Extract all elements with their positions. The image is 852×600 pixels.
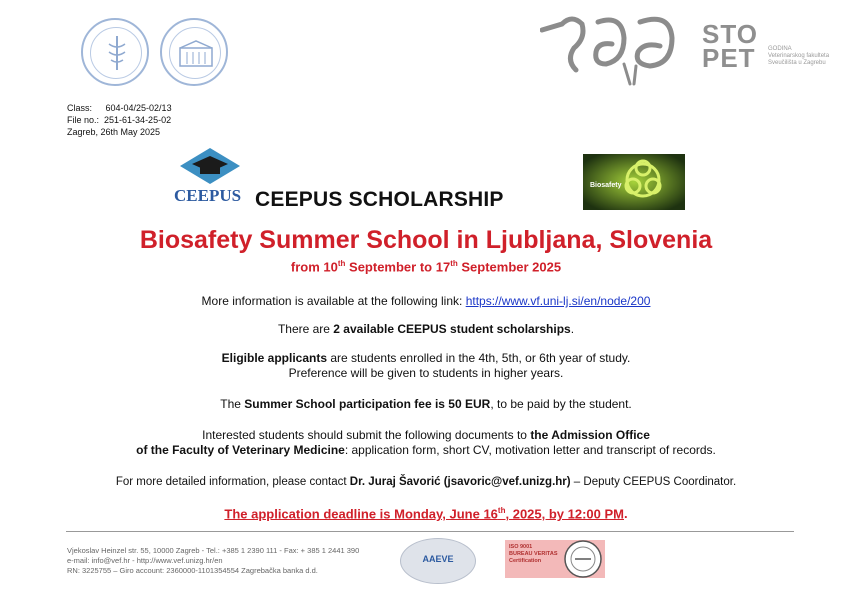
- certification-seal-icon: [563, 536, 603, 582]
- centenary-stork-logo: [540, 8, 690, 88]
- sto-pet-subtitle: GODINA Veterinarskog fakulteta Sveučilišta u Zagrebu: [768, 46, 830, 66]
- footer-contact: [67, 546, 359, 576]
- footer-email-web: e-mail: info@vef.hr - http://www.vef.unizg.hr/en: [67, 556, 223, 565]
- submission-paragraph: Interested students should submit the following documents to the Admission Office of the Faculty of Veterinary Medicine: application form, short CV, motivation letter and transcript of records.: [136, 428, 716, 457]
- sto-pet-line-1: STO: [702, 19, 758, 49]
- scholarships-paragraph: There are 2 available CEEPUS student scholarships.: [277, 322, 575, 336]
- fee-paragraph: The Summer School participation fee is 50 EUR, to be paid by the student.: [220, 397, 632, 411]
- graduation-cap-icon: [178, 146, 242, 186]
- event-dates: from 10th September to 17th September 2025: [290, 259, 562, 275]
- scholarship-heading: CEEPUS SCHOLARSHIP: [255, 188, 504, 211]
- university-seal-logo: [160, 18, 228, 86]
- class-value: 604-04/25-02/13: [105, 103, 172, 113]
- ceepus-wordmark: CEEPUS: [174, 186, 242, 205]
- aaeve-wordmark: AAEVE: [422, 554, 454, 564]
- info-paragraph: More information is available at the following link: https://www.vf.uni-lj.si/en/node/200: [201, 294, 651, 308]
- footer-account: RN: 3225755 – Giro account: 2360000-1101354554 Zagrebačka banka d.d.: [67, 566, 318, 575]
- footer-address: Vjekoslav Heinzel str. 55, 10000 Zagreb - Tel.: +385 1 2390 111 - Fax: + 385 1 2441 390: [67, 546, 360, 555]
- university-building-icon: [178, 40, 214, 68]
- ceepus-logo: [172, 146, 248, 208]
- bureau-veritas-badge: ISO 9001 BUREAU VERITAS Certification: [505, 540, 605, 578]
- aaeve-logo: [400, 538, 476, 584]
- class-label: Class:: [67, 103, 93, 113]
- file-value: 251-61-34-25-02: [104, 115, 172, 125]
- file-label: File no.:: [67, 115, 100, 125]
- biosafety-thumbnail: [583, 154, 685, 210]
- faculty-seal-logo: [81, 18, 149, 86]
- deadline-notice: The application deadline is Monday, June 16th, 2025, by 12:00 PM.: [224, 506, 628, 522]
- main-title: Biosafety Summer School in Ljubljana, Slovenia: [139, 226, 713, 254]
- place-date: Zagreb, 26th May 2025: [67, 127, 161, 137]
- sto-pet-logo: [702, 19, 758, 73]
- contact-paragraph: For more detailed information, please contact Dr. Juraj Šavorić (jsavoric@vef.unizg.hr) – Deputy CEEPUS Coordinator.: [115, 476, 737, 488]
- caduceus-icon: [105, 34, 129, 72]
- document-meta: [67, 102, 172, 138]
- info-link[interactable]: https://www.vf.uni-lj.si/en/node/200: [465, 294, 651, 308]
- biosafety-thumb-label: Biosafety: [590, 182, 622, 189]
- eligibility-paragraph: Eligible applicants are students enrolled in the 4th, 5th, or 6th year of study. Preference will be given to students in higher years.: [221, 351, 631, 380]
- footer-divider: [66, 531, 794, 532]
- sto-pet-line-2: PET: [702, 43, 756, 73]
